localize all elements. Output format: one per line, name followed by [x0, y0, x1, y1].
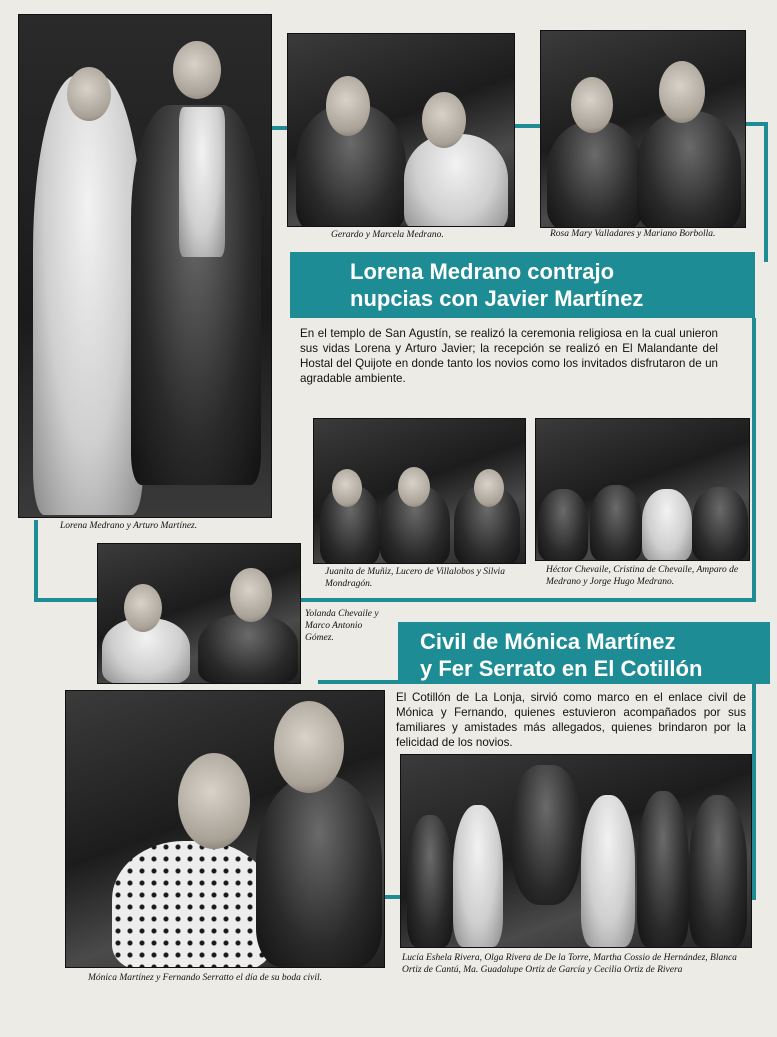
yolanda-face [124, 584, 162, 632]
caption-lucia: Lucía Eshela Rivera, Olga Rivera de De la Torre, Martha Cossio de Hernández, Blanca Ortiz de Cantú, Ma. Guadalupe Ortiz de García y Cecilia Ortiz de Rivera [402, 953, 737, 975]
person-martha [581, 795, 635, 947]
plant-decoration [511, 765, 581, 905]
lucero-face [398, 467, 430, 507]
rule-right-top [512, 124, 540, 128]
photo-monica-fernando [65, 690, 385, 968]
rule-article2-left [318, 680, 398, 684]
photo-hector [535, 418, 750, 561]
photo-lucia-group [400, 754, 752, 948]
mariano-face [659, 61, 705, 123]
rule-article2-vertical [752, 680, 756, 900]
person-marcela [404, 134, 508, 227]
person-marco [198, 614, 298, 684]
gerardo-face [326, 76, 370, 136]
person-guadalupe [689, 795, 747, 947]
marcela-face [422, 92, 466, 148]
article1-title-line2: nupcias con Javier Martínez [350, 286, 644, 311]
rule-left-vertical [34, 520, 38, 602]
fernando-face [274, 701, 344, 793]
rule-right-mid [752, 318, 756, 602]
bride-face [67, 67, 111, 121]
caption-bride-groom: Lorena Medrano y Arturo Martínez. [60, 521, 198, 531]
rule-right-vertical [764, 122, 768, 262]
photo-yolanda [97, 543, 301, 684]
person-olga [453, 805, 503, 947]
article1-headline [290, 252, 755, 318]
article2-title-line2: y Fer Serrato en El Cotillón [420, 656, 703, 681]
person-mariano [637, 111, 741, 228]
person-rosa [547, 121, 643, 228]
person-monica [112, 841, 272, 968]
article2-body: El Cotillón de La Lonja, sirvió como marco en el enlace civil de Mónica y Fernando, quienes estuvieron acompañados por sus familiares y amistades más allegados, quienes brindaron por la felicidad de los novios. [396, 691, 746, 749]
caption-monica: Mónica Martínez y Fernando Serratto el día de su boda civil. [88, 973, 323, 983]
bride-figure [33, 75, 143, 515]
caption-juanita: Juanita de Muñiz, Lucero de Villalobos y Silvia Mondragón. [325, 567, 505, 589]
caption-rosa: Rosa Mary Valladares y Mariano Borbolla. [550, 229, 716, 239]
photo-juanita [313, 418, 526, 564]
person-amparo [642, 489, 692, 561]
person-hector [538, 489, 588, 561]
article2-title-line1: Civil de Mónica Martínez [420, 629, 676, 654]
groom-face [173, 41, 221, 99]
person-lucia [407, 815, 453, 947]
article1-body: En el templo de San Agustín, se realizó la ceremonia religiosa en la cual unieron sus vidas Lorena y Arturo Javier; la recepción se realizó en El Malandante del Hostal del Quijote en donde tanto los novios como los invitados disfrutaron de un agradable ambiente. [300, 327, 718, 385]
article2-headline [398, 622, 770, 684]
caption-hector: Héctor Chevaile, Cristina de Chevaile, Amparo de Medrano y Jorge Hugo Medrano. [546, 565, 739, 587]
silvia-face [474, 469, 504, 507]
juanita-face [332, 469, 362, 507]
groom-shirt [179, 107, 225, 257]
person-jorge [692, 487, 748, 561]
photo-bride-groom [18, 14, 272, 518]
rosa-face [571, 77, 613, 133]
caption-yolanda: Yolanda Chevaile y Marco Antonio Gómez. [305, 609, 379, 643]
monica-face [178, 753, 250, 849]
rule-mid-horizontal [300, 598, 756, 602]
person-cristina [590, 485, 642, 561]
marco-face [230, 568, 272, 622]
person-blanca [637, 791, 689, 947]
person-fernando [256, 775, 382, 967]
photo-gerardo-marcela [287, 33, 515, 227]
article1-title-line1: Lorena Medrano contrajo [350, 259, 615, 284]
caption-gerardo: Gerardo y Marcela Medrano. [331, 230, 444, 240]
rule-left-horizontal [34, 598, 98, 602]
photo-rosa-mariano [540, 30, 746, 228]
